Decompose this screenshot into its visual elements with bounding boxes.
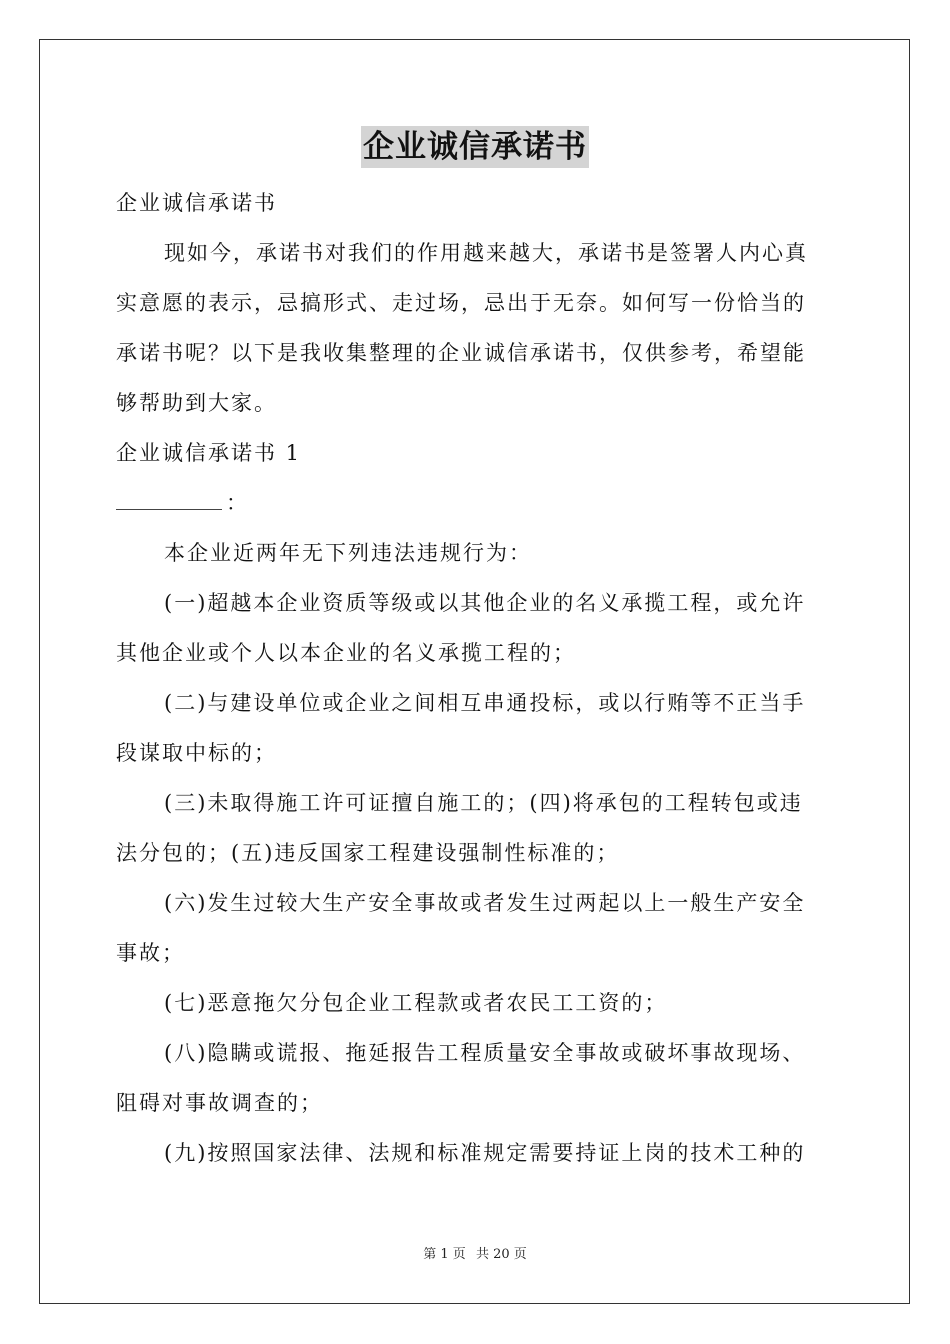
paragraph-line: 事故； bbox=[116, 941, 185, 965]
paragraph-line: 本企业近两年无下列违法违规行为： bbox=[164, 541, 532, 565]
blank-fill-line bbox=[116, 489, 222, 510]
paragraph-line: 阻碍对事故调查的； bbox=[116, 1091, 323, 1115]
paragraph-line: (三)未取得施工许可证擅自施工的；(四)将承包的工程转包或违 bbox=[164, 791, 803, 815]
page-number: 第 1 页 bbox=[423, 1247, 466, 1262]
document-title: 企业诚信承诺书 bbox=[361, 126, 589, 168]
paragraph-line: (七)恶意拖欠分包企业工程款或者农民工工资的； bbox=[164, 991, 668, 1015]
paragraph-line: (九)按照国家法律、法规和标准规定需要持证上岗的技术工种的 bbox=[164, 1141, 806, 1165]
subtitle-line: 企业诚信承诺书 bbox=[116, 191, 277, 215]
addressee-line bbox=[116, 478, 834, 528]
paragraph-line: 段谋取中标的； bbox=[116, 741, 277, 765]
page-footer bbox=[0, 1243, 950, 1262]
addressee-colon: ： bbox=[226, 491, 249, 515]
paragraph-line: (二)与建设单位或企业之间相互串通投标，或以行贿等不正当手 bbox=[164, 691, 806, 715]
paragraph-line: 实意愿的表示，忌搞形式、走过场，忌出于无奈。如何写一份恰当的 bbox=[116, 291, 806, 315]
document-body bbox=[116, 178, 834, 1178]
paragraph-line: (六)发生过较大生产安全事故或者发生过两起以上一般生产安全 bbox=[164, 891, 806, 915]
page-total: 共 20 页 bbox=[475, 1247, 527, 1262]
paragraph-line: 承诺书呢？以下是我收集整理的企业诚信承诺书，仅供参考，希望能 bbox=[116, 341, 806, 365]
paragraph-line: 现如今，承诺书对我们的作用越来越大，承诺书是签署人内心真 bbox=[164, 241, 808, 265]
paragraph-line: 够帮助到大家。 bbox=[116, 391, 277, 415]
paragraph-line: (一)超越本企业资质等级或以其他企业的名义承揽工程，或允许 bbox=[164, 591, 806, 615]
paragraph-line: 其他企业或个人以本企业的名义承揽工程的； bbox=[116, 641, 576, 665]
paragraph-line: 法分包的；(五)违反国家工程建设强制性标准的； bbox=[116, 841, 620, 865]
paragraph-line: (八)隐瞒或谎报、拖延报告工程质量安全事故或破坏事故现场、 bbox=[164, 1041, 806, 1065]
section-heading: 企业诚信承诺书 1 bbox=[116, 441, 302, 465]
title-wrap bbox=[0, 126, 950, 168]
